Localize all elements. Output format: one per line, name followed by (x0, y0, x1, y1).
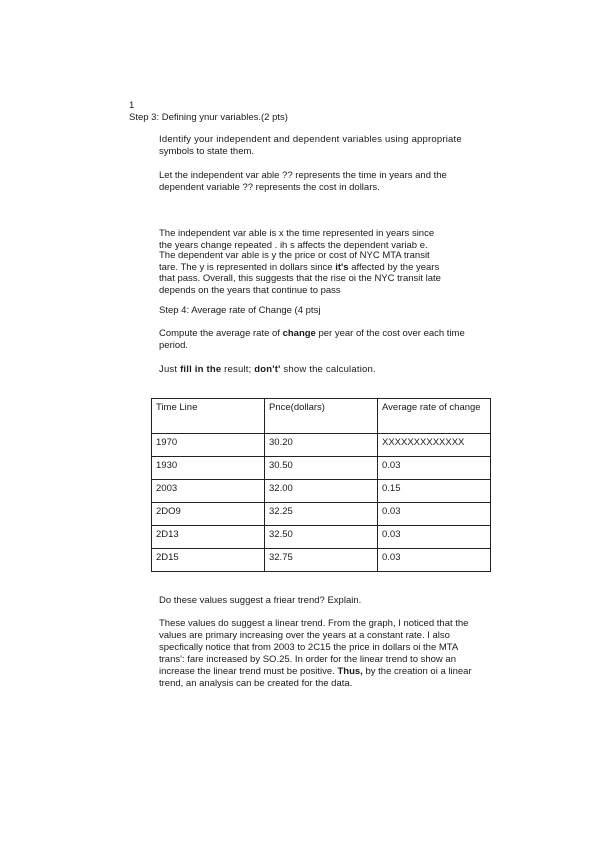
table-row (152, 457, 491, 480)
table-row (152, 549, 491, 572)
table-row (152, 480, 491, 503)
step3-instruction-line2: symbols to state them. (159, 146, 255, 157)
table-header-cell: Pnce(dollars) (265, 399, 378, 434)
table-cell: 30.50 (265, 457, 378, 480)
table-row (152, 526, 491, 549)
table-cell: 32.75 (265, 549, 378, 572)
step4-compute-line2: period. (159, 340, 189, 351)
table-cell: 2003 (152, 480, 265, 503)
step4-compute-line1-bold: change (282, 328, 316, 339)
table-row (152, 503, 491, 526)
step3-explain-line2: the years change repeated . ih s affects the dependent variab e. (159, 240, 428, 251)
trend-answer-line4: trans': fare increased by SO.25. In order for the linear trend to show an (159, 654, 457, 665)
step4-just-c: result; (221, 364, 255, 375)
step3-explain-line5: that pass. Overall, this suggests that the rise oi the NYC transit late (159, 273, 441, 284)
trend-answer-line2: values are primary increasing over the years at a constant rate. I also (159, 630, 450, 641)
step3-explain-line4-bold: it's (335, 262, 349, 273)
step3-explain-line4-a: tare. The y is represented in dollars since (159, 262, 336, 273)
step3-explain-line4-c: affected by the years (348, 262, 440, 273)
step4-compute-line1-c: per year of the cost over each time (315, 328, 465, 339)
table-cell: 0.15 (378, 480, 491, 503)
table-cell: 0.03 (378, 503, 491, 526)
step4-heading: Step 4: Average rate of Change (4 ptsj (159, 305, 321, 316)
table-cell: 2D13 (152, 526, 265, 549)
step4-just-line (159, 364, 376, 376)
step4-just-bold2: don't' (254, 364, 281, 375)
step3-instruction-line1: Identify your independent and dependent variables using appropriate (159, 134, 462, 145)
trend-answer-line5-bold: Thus, (337, 666, 363, 677)
table-header-cell: Average rate of change (378, 399, 491, 434)
trend-question: Do these values suggest a friear trend? Explain. (159, 595, 362, 606)
trend-answer-line5 (159, 666, 472, 678)
step4-just-bold1: fill in the (180, 364, 222, 375)
table-cell: 32.50 (265, 526, 378, 549)
table-cell: 32.00 (265, 480, 378, 503)
rate-of-change-table (151, 398, 491, 572)
table-cell: 2DO9 (152, 503, 265, 526)
step4-just-e: show the calculation. (280, 364, 376, 375)
step3-explain-line6: depends on the years that continue to pass (159, 285, 341, 296)
table-header-row (152, 399, 491, 434)
step4-compute-line1 (159, 328, 465, 340)
table-cell: XXXXXXXXXXXXX (378, 434, 491, 457)
table-cell: 0.03 (378, 526, 491, 549)
table-cell: 1970 (152, 434, 265, 457)
table-cell: 0.03 (378, 457, 491, 480)
page-number: 1 (129, 100, 135, 111)
trend-answer-line6: trend, an analysis can be created for the data. (159, 678, 353, 689)
step3-heading: Step 3: Defining ynur variables.(2 pts) (129, 112, 288, 123)
trend-answer-line5-end: by the creation oi a linear (362, 666, 472, 677)
trend-answer-line1: These values do suggest a linear trend. From the graph, I noticed that the (159, 618, 469, 629)
step4-compute-line1-a: Compute the average rate of (159, 328, 283, 339)
table-row (152, 434, 491, 457)
step4-just-a: Just (159, 364, 181, 375)
table-header-cell: Time Line (152, 399, 265, 434)
trend-answer-line5-a: increase the linear trend must be positive. (159, 666, 338, 677)
step3-let-line2: dependent variable ?? represents the cost in dollars. (159, 182, 380, 193)
step3-explain-line1: The independent var able is x the time represented in years since (159, 228, 435, 239)
table-cell: 30.20 (265, 434, 378, 457)
table-cell: 2D15 (152, 549, 265, 572)
table-cell: 0.03 (378, 549, 491, 572)
trend-answer-line3: specfically notice that from 2003 to 2C15 the price in dollars oi the MTA (159, 642, 459, 653)
step3-let-line1: Let the independent var able ?? represents the time in years and the (159, 170, 447, 181)
step3-explain-line3: The dependent var able is y the price or cost of NYC MTA transit (159, 250, 430, 261)
table-cell: 32.25 (265, 503, 378, 526)
table-cell: 1930 (152, 457, 265, 480)
